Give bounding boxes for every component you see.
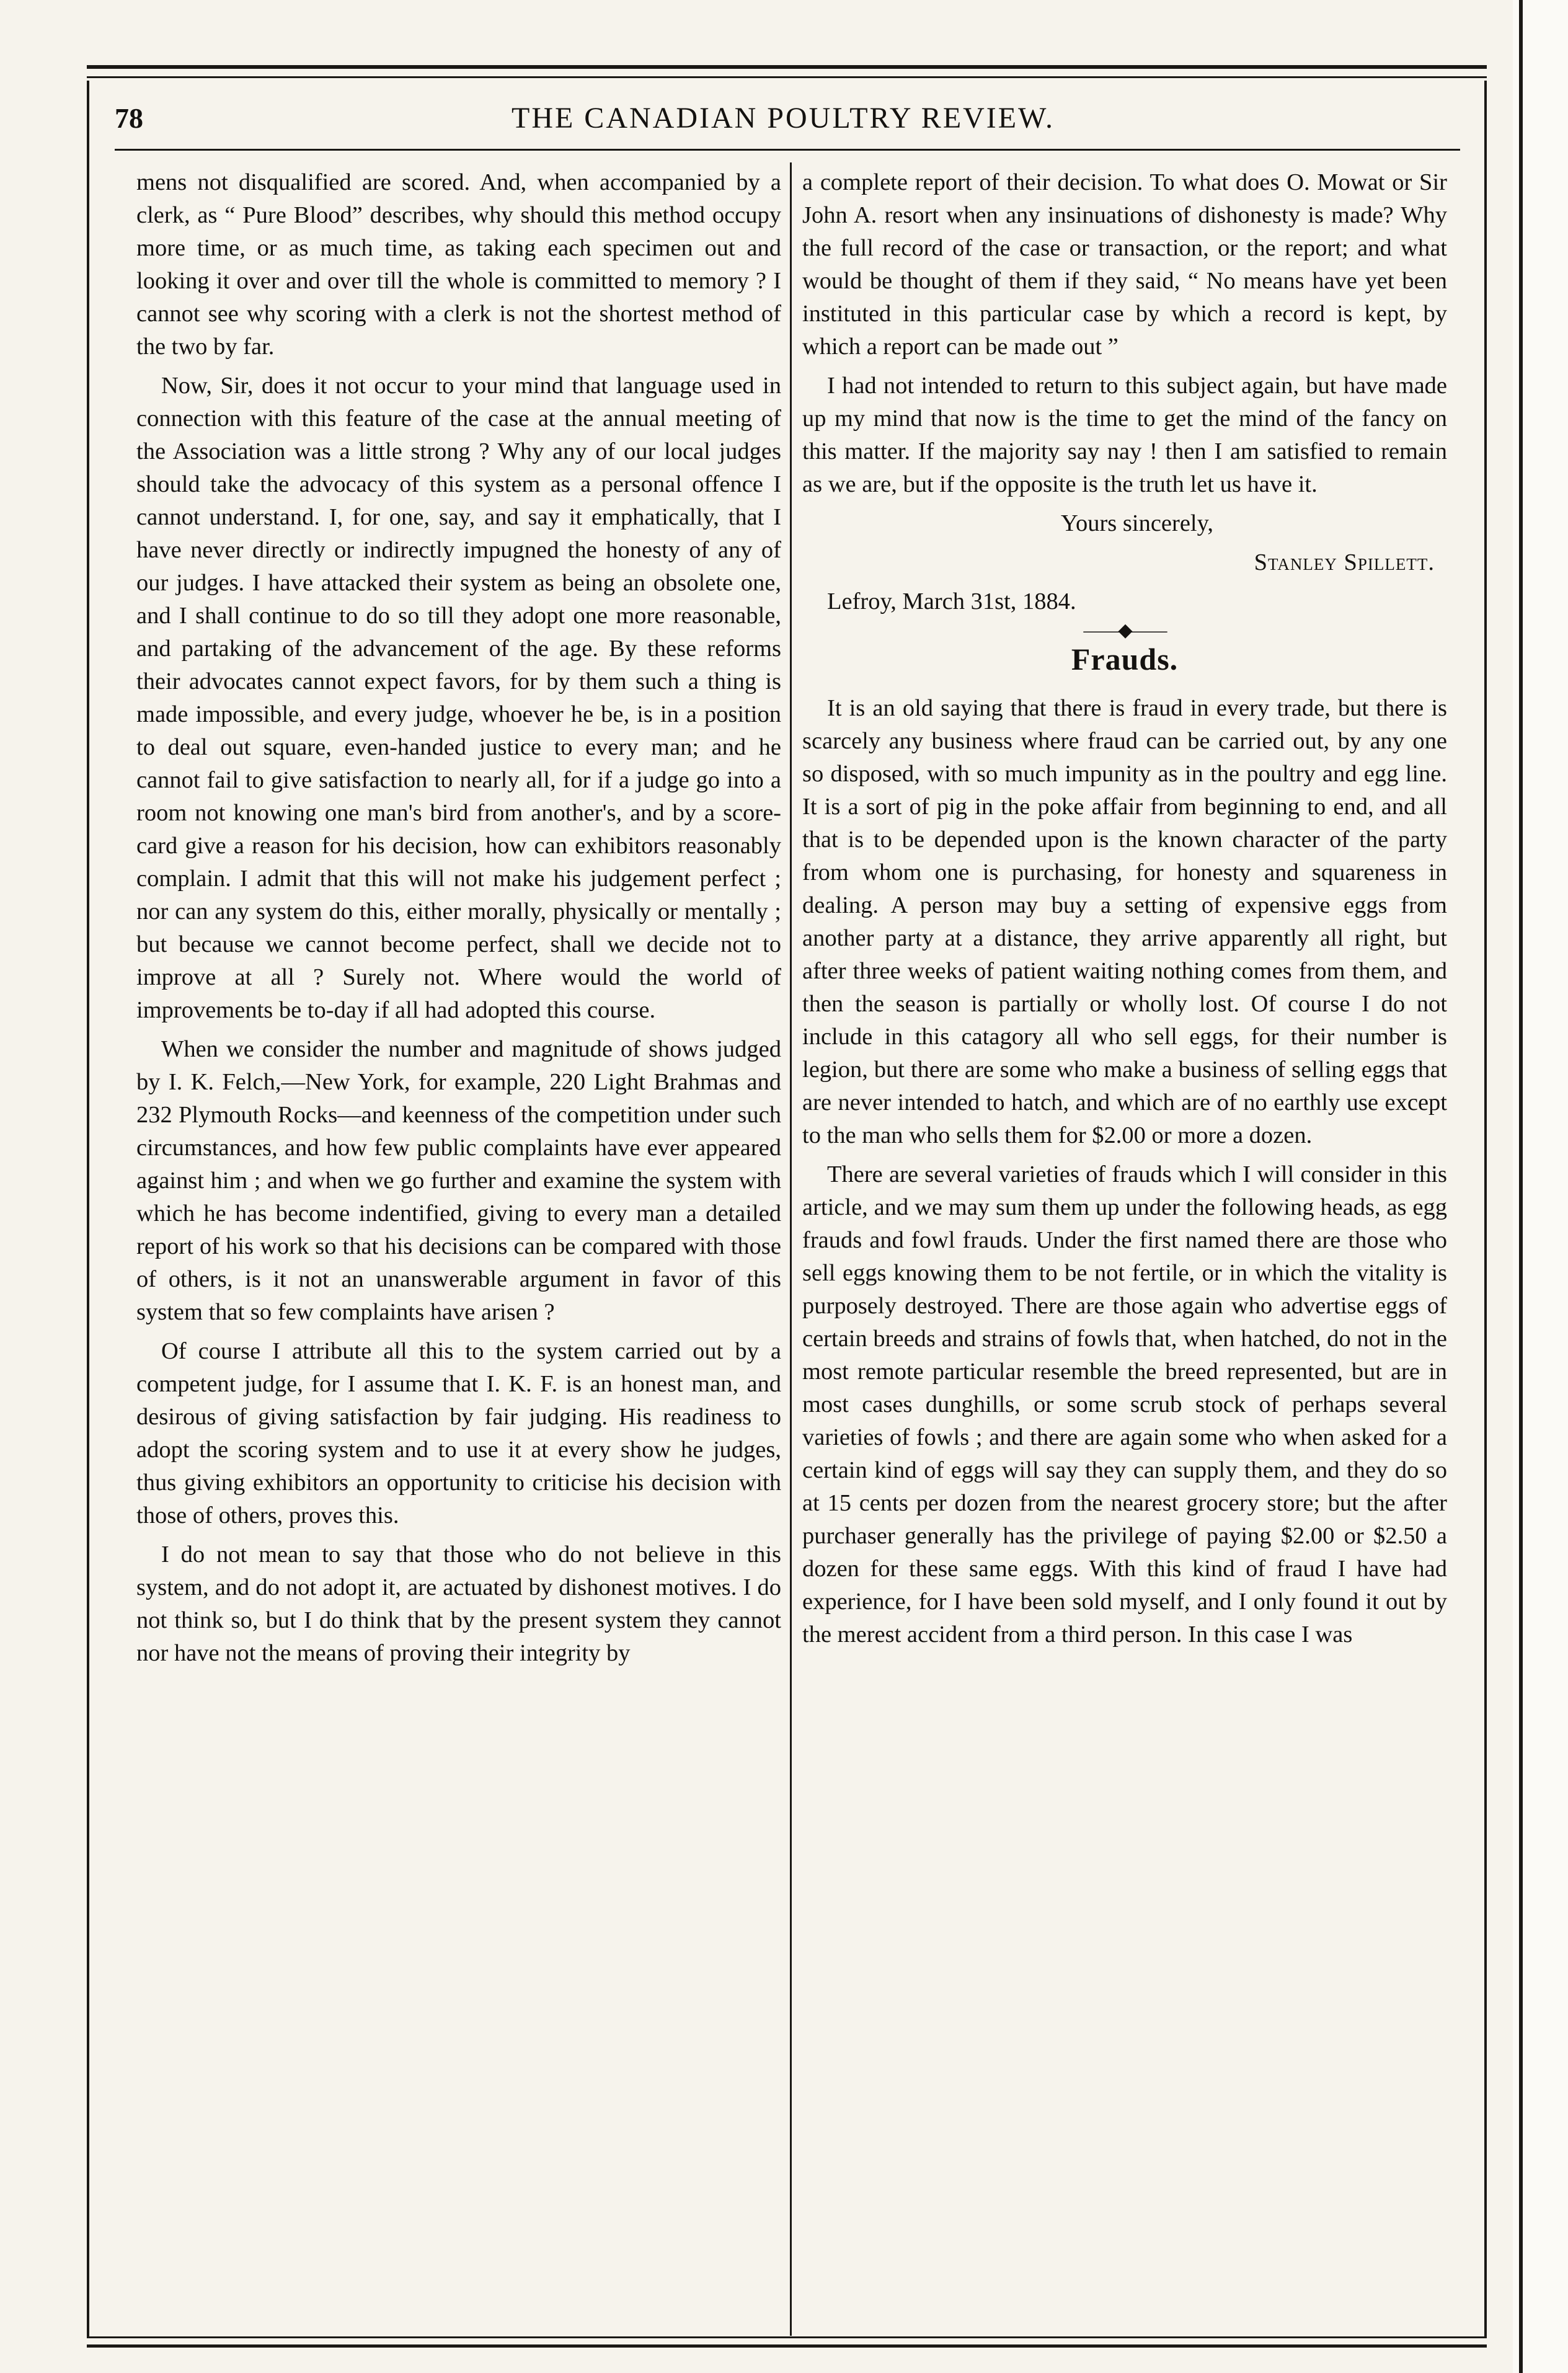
section-title: Frauds. — [1071, 642, 1179, 676]
journal-title: THE CANADIAN POULTRY REVIEW. — [512, 101, 1055, 135]
paragraph: a complete report of their decision. To what does O. Mowat or Sir John A. resort when any insinuations of dishonesty is made? Why the full record of the case or transaction, or the report; and what would be thought of them if they said, “ No means have yet been instituted in this particular case by which a record is kept, by which a report can be made out ” — [802, 169, 1447, 360]
bottom-double-rule — [87, 2336, 1487, 2348]
page-number: 78 — [115, 102, 143, 134]
paragraph: It is an old saying that there is fraud in every trade, but there is scarcely any business where fraud can be carried out, by any one so disposed, with so much impunity as in the poultry and egg line. It is a sort of pig in the poke affair from beginning to end, and all that is to be depended upon is the known character of the party from whom one is purchasing, for honesty and squareness in dealing. A person may buy a setting of expensive eggs from another party at a distance, they arrive apparently all right, but after three weeks of patient waiting nothing comes from them, and then the season is partially or wholly lost. Of course I do not include in this catagory all who sell eggs, for their number is legion, but there are some who make a business of selling eggs that are never intended to hatch, and which are of no earthly use except to the man who sells them for $2.00 or more a dozen. — [802, 695, 1447, 1148]
running-header — [115, 93, 1460, 143]
letter-signature: Stanley Spillett. — [1254, 549, 1435, 575]
paragraph: I had not intended to return to this subject again, but have made up my mind that now is the time to get the mind of the fancy on this matter. If the majority say nay ! then I am satisfied to remain as we are, but if the opposite is the truth let us have it. — [802, 373, 1447, 497]
paragraph: mens not disqualified are scored. And, when accompanied by a clerk, as “ Pure Blood” describes, why should this method occupy more time, or as much time, as taking each specimen out and looking it over and over till the whole is committed to memory ? I cannot see why scoring with a clerk is not the shortest method of the two by far. — [136, 169, 781, 360]
paragraph: Now, Sir, does it not occur to your mind that language used in connection with this feature of the case at the annual meeting of the Association was a little strong ? Why any of our local judges should take the advocacy of this system as a personal offence I cannot understand. I, for one, say, and say it emphatically, that I have never directly or indirectly impugned the honesty of any of our judges. I have attacked their system as being an obsolete one, and I shall continue to do so till they adopt one more reasonable, and partaking of the advancement of the age. By these reforms their advocates cannot expect favors, for by them such a thing is made impossible, and every judge, whoever he be, is in a position to deal out square, even-handed justice to every man; and he cannot fail to give satisfaction to nearly all, for if a judge go into a room not knowing one man's bird from another's, and by a score-card give a reason for his decision, how can exhibitors reasonably complain. I admit that this will not make his judgement perfect ; nor can any system do this, either morally, physically or mentally ; but because we cannot become perfect, shall we decide not to improve at all ? Surely not. Where would the world of improvements be to-day if all had adopted this course. — [136, 373, 781, 1023]
paragraph: I do not mean to say that those who do not believe in this system, and do not adopt it, are actuated by dishonest motives. I do not think so, but I do think that by the present system they cannot nor have not the means of proving their integrity by — [136, 1541, 781, 1666]
letter-closing: Yours sincerely, — [1061, 510, 1213, 536]
right-column — [802, 166, 1447, 1657]
column-divider — [790, 162, 792, 2336]
section-ornament: ——◆—— — [1083, 620, 1166, 641]
paragraph: When we consider the number and magnitude of shows judged by I. K. Felch,—New York, for example, 220 Light Brahmas and 232 Plymouth Rocks—and keenness of the competition under such circumstances, and how few public complaints have ever appeared against him ; and when we go further and examine the system with which he has become indentified, giving to every man a detailed report of his work so that his decisions can be compared with those of others, is it not an unanswerable argument in favor of this system that so few complaints have arisen ? — [136, 1036, 781, 1325]
paragraph: Of course I attribute all this to the system carried out by a competent judge, for I assume that I. K. F. is an honest man, and desirous of giving satisfaction by fair judging. His readiness to adopt the scoring system and to use it at every show he judges, thus giving exhibitors an opportunity to criticise his decision with those of others, proves this. — [136, 1338, 781, 1528]
header-rule — [115, 149, 1460, 151]
paragraph: There are several varieties of frauds which I will consider in this article, and we may sum them up under the following heads, as egg frauds and fowl frauds. Under the first named there are those who sell eggs knowing them to be not fertile, or in which the vitality is purposely destroyed. There are those again who advertise eggs of certain breeds and strains of fowls that, when hatched, do not in the most remote particular resemble the breed represented, but are in most cases dunghills, or some scrub stock of perhaps several varieties of fowls ; and there are again some who when asked for a certain kind of eggs will say they can supply them, and they do so at 15 cents per dozen from the nearest grocery store; but the after purchaser generally has the privilege of paying $2.00 or $2.50 a dozen for these same eggs. With this kind of fraud I have had experience, for I have been sold myself, and I only found it out by the merest accident from a third person. In this case I was — [802, 1161, 1447, 1648]
letter-place-date: Lefroy, March 31st, 1884. — [827, 588, 1076, 614]
left-column — [136, 166, 781, 1676]
scan-edge-line — [1519, 0, 1523, 2373]
top-double-rule — [87, 65, 1487, 78]
